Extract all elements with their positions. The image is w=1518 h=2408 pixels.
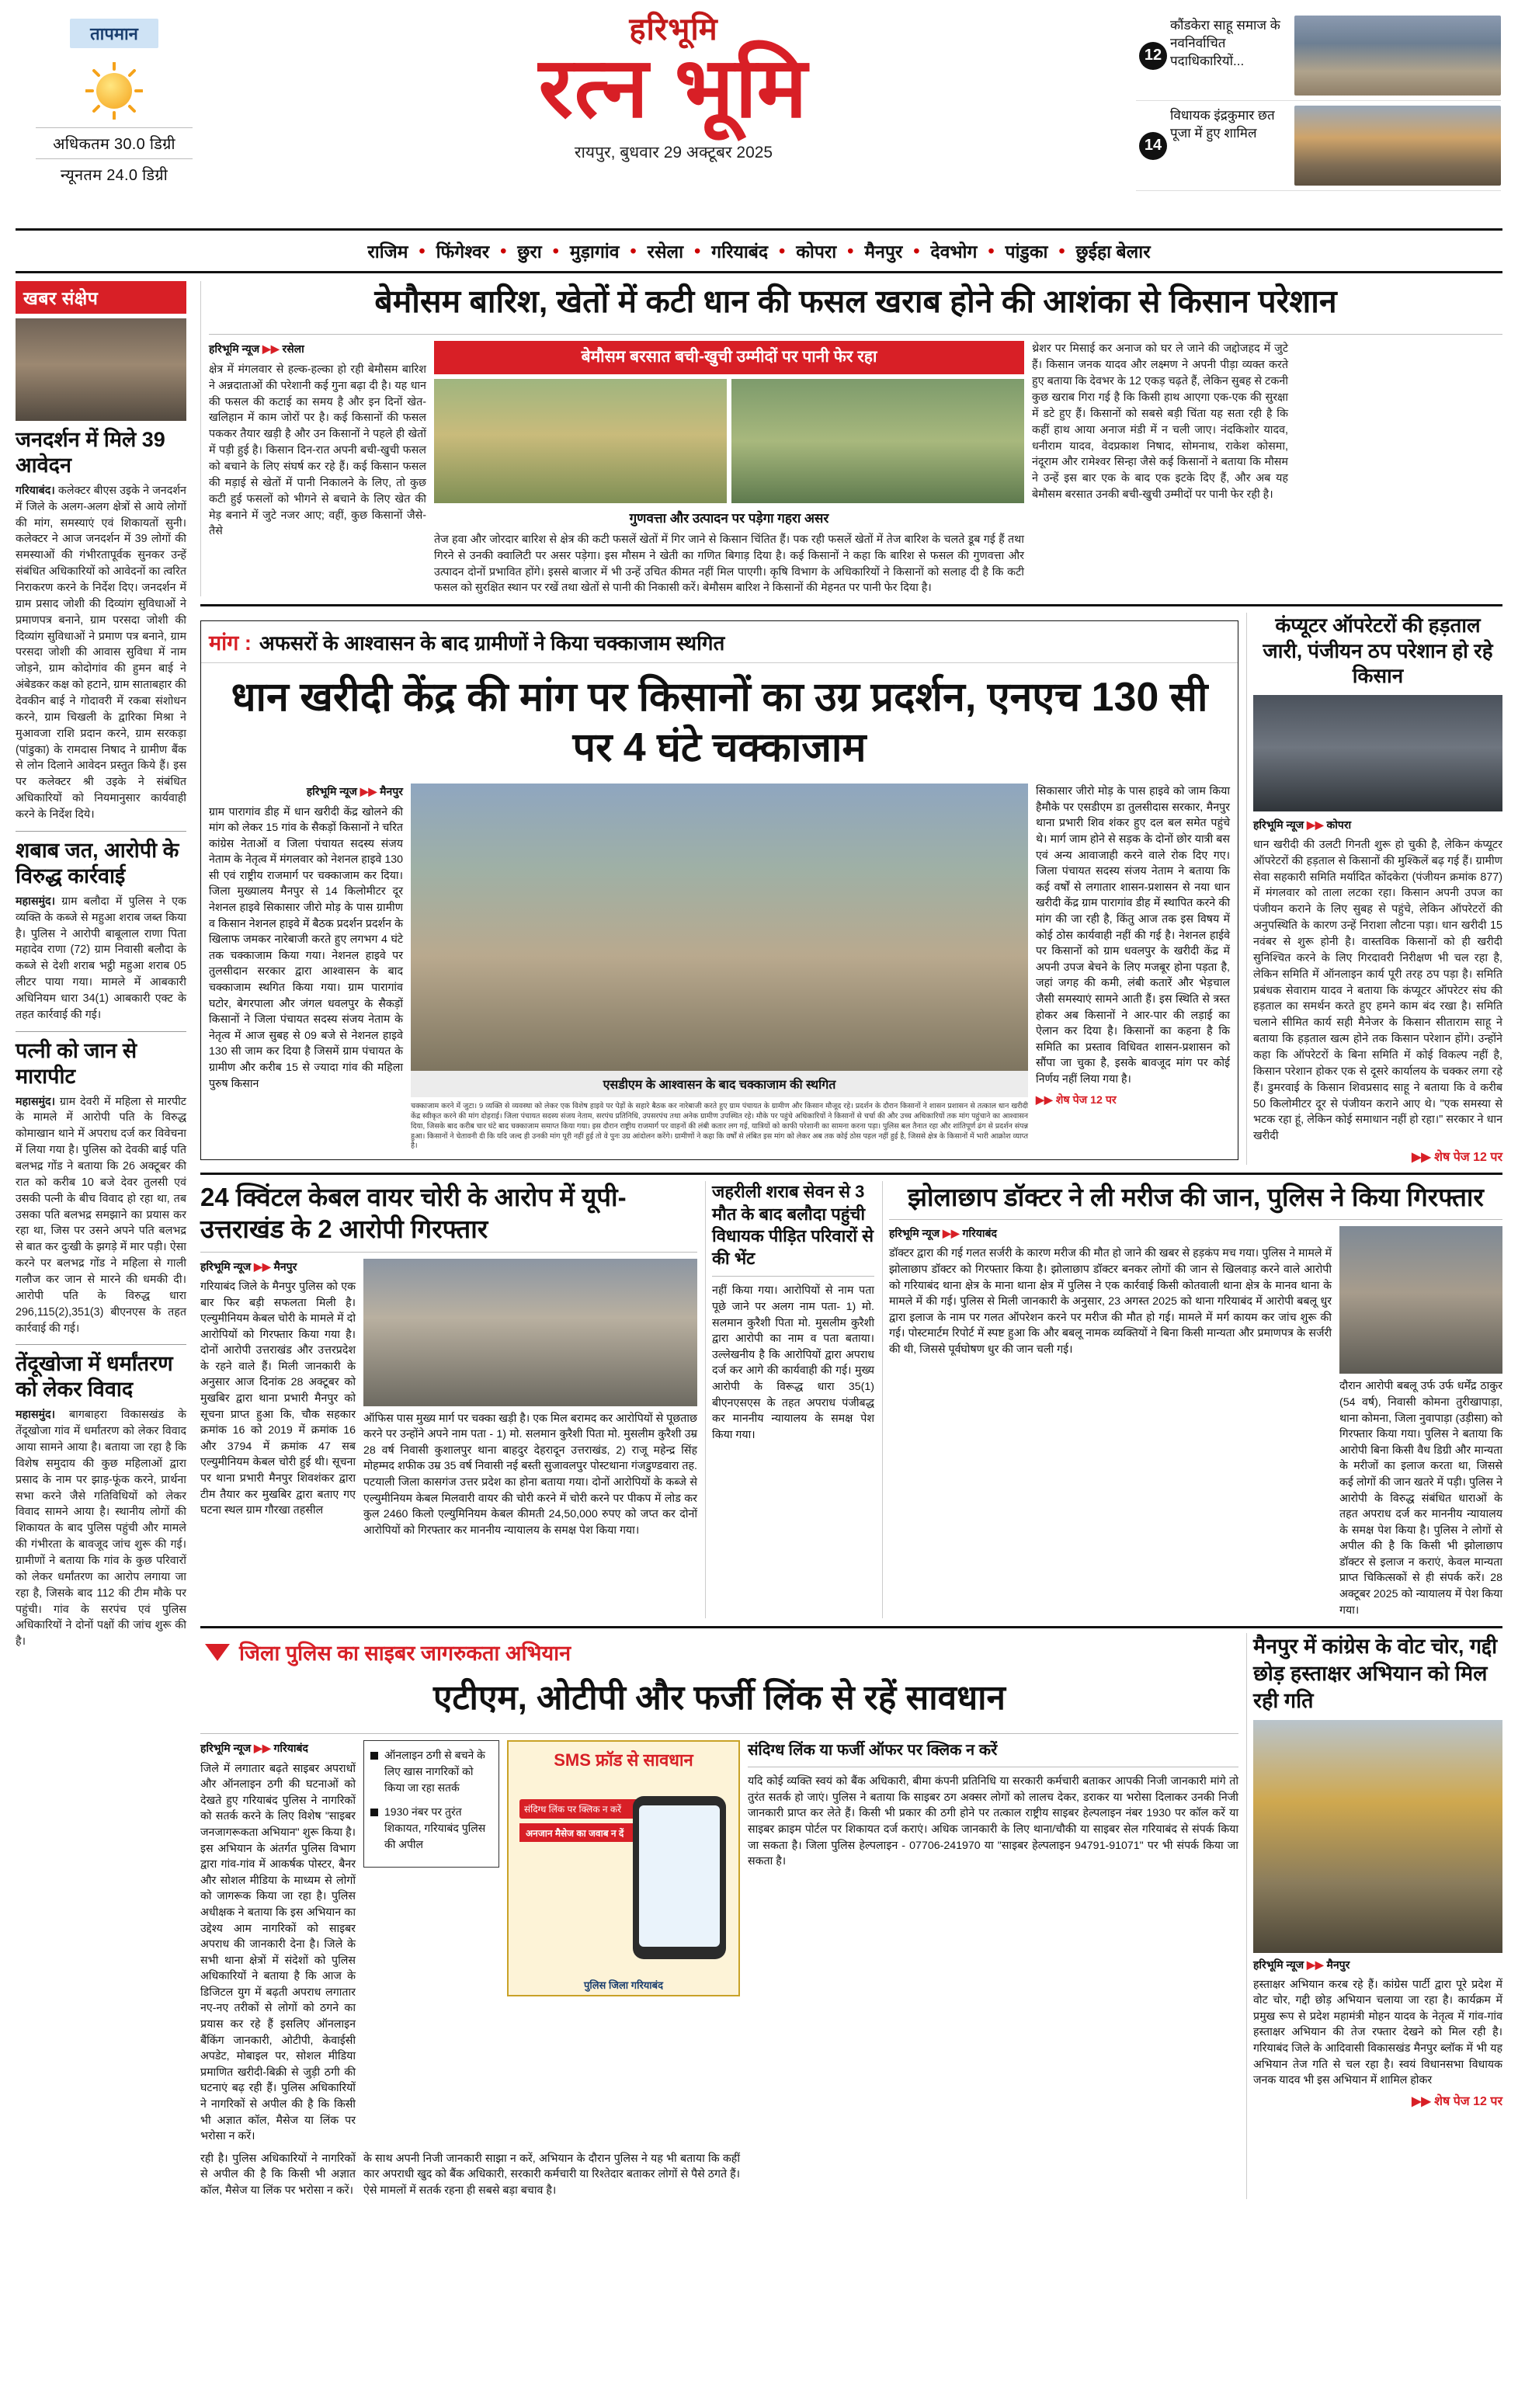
edition-city[interactable]: पांडुका	[1005, 241, 1048, 262]
byline: हरिभूमि न्यूज ▶▶ कोपरा	[1253, 818, 1352, 831]
cyber-text-1b: रही है। पुलिस अधिकारियों ने नागरिकों से अपील की है कि किसी भी अज्ञात कॉल, मैसेज या लिंक पर भरोसा न करें।	[200, 2152, 356, 2197]
lead-photos	[434, 379, 1024, 503]
doctor-column-1	[889, 1226, 1332, 1618]
brief-headline: पत्नी को जान से मारापीट	[16, 1038, 137, 1088]
byline: हरिभूमि न्यूज ▶▶ मैनपुर	[200, 1260, 297, 1273]
brief-item	[16, 1038, 186, 1337]
brief-dateline: महासमुंद।	[16, 1409, 56, 1422]
cyber-bullet-text: ऑनलाइन ठगी से बचने के लिए खास नागरिकों को किया जा रहा सतर्क	[384, 1749, 485, 1795]
bullet-icon	[370, 1752, 378, 1760]
doctor-column-2	[1339, 1226, 1502, 1618]
lead-text-3: थ्रेशर पर मिसाई कर अनाज को घर ले जाने की जद्दोजहद में जुटे हैं। किसान जनक यादव और लक्ष्मण ने अपनी पीड़ा व्यक्त करते हुए बताया कि देवभर के 12 एकड़ चढ़ते हैं, लेकिन सुबह से टकनी कुछ खराब गिरा गई है कि किसी हाथ आएगा एक-एक की सुरक्षा में डटे हुए हैं। किसानों को सबसे बड़ी चिंता यह सता रही है कि कहीं हाथ आया अनाज मंडी में न चली जाए। नंदकिशोर यादव, धनीराम यादव, वेदप्रकाश निषाद, सोमनाथ, राकेश कोसमा, नंदूराम और रामेश्वर सिन्हा जैसे कई किसानों ने बताया कि मौसम ने उन्हें इस बार एक के बाद एक इटके दिए हैं, और अब यह बेमौसम बरसात उनकी बची-खुची उम्मीदों पर पानी फेर रही है।	[1032, 342, 1288, 502]
brief-dateline: महासमुंद।	[16, 1095, 56, 1108]
promo-item[interactable]	[1136, 101, 1501, 191]
sms-alert-text: संदिग्ध लिंक पर क्लिक न करें	[519, 1799, 683, 1819]
continue-link[interactable]: ▶▶ शेष पेज 12 पर	[1412, 2094, 1502, 2108]
right-rail	[1246, 613, 1502, 1165]
poison-text: नहीं किया गया। आरोपियों से नाम पता पूछे जाने पर अलग नाम पता- 1) मो. सलमान कुरैशी पिता मो. मुसलीम कुरैशी द्वारा आरोपी का नाम व पता बताया। उल्लेखनीय है कि आरोपियों द्वारा अपराध दर्ज कर आगे की कार्यवाही की गई। मुख्य आरोपी के विरूद्ध धारा 35(1) बीएनएसएस के तहत अपराध पंजीबद्ध कर माननीय न्यायालय के समक्ष पेश किया गया।	[712, 1284, 874, 1441]
byline: हरिभूमि न्यूज ▶▶ मैनपुर	[1253, 1958, 1350, 1971]
edition-city[interactable]: छुईहा बेलार	[1075, 241, 1151, 262]
doctor-story	[882, 1181, 1502, 1618]
brief-text: ग्राम देवरी में महिला से मारपीट के मामले में आरोपी पति के विरुद्ध कोमाखान थाने में अपराध दर्ज कर विवेचना में लिया गया है। पुलिस को देवकी बाई पति बलभद्र गोंड ने बताया कि 26 अक्टूबर की रात को करीब 10 बजे देवर तुलसी एवं उसकी पत्नी के बीच विवाद हो रहा था, तब उसका पति बलभद्र समझाने का प्रयास कर रहा था, जिस पर उसने अपने पति बलभद्र से बात कर दुःखी के झगड़े में मार पड़ी। ऐसा करने पर बलभद्र गोंड ने महिला से गाली गलौज कर जान से मारने की धमकी दी। आरोपी पति के विरुद्ध धारा 296,115(2),351(3) बीएनएस के तहत कार्रवाई की गई।	[16, 1095, 186, 1335]
promo-text: कौंडकेरा साहू समाज के नवनिर्वाचित पदाधिकारियों...	[1170, 18, 1280, 68]
cyber-text-1: जिले में लगातार बढ़ते साइबर अपराधों और ऑनलाइन ठगी की घटनाओं को देखते हुए गरियाबंद पुलिस ने नागरिकों को सतर्क करने के लिए विशेष "साइबर जनजागरूकता अभियान" शुरू किया है। इस अभियान के अंतर्गत पुलिस विभाग द्वारा गांव-गांव में आकर्षक पोस्टर, बैनर और सोशल मीडिया के माध्यम से लोगों को जागरूक किया जा रहा है। पुलिस अधीक्षक ने बताया कि इस अभियान का उद्देश्य आम नागरिकों को साइबर अपराध की जानकारी देना है। जिले के सभी थाना क्षेत्रों में संदेशों को पुलिस अधिकारियों ने बताया है कि आज के डिजिटल युग में बढ़ती अपराध लगातार नए-नए तरीकों से लोगों को ठगने का प्रयास कर रहे हैं इसलिए ऑनलाइन बैंकिंग जानकारी, ओटीपी, केवाईसी अपडेट, मोबाइल पर, सोशल मीडिया प्रमाणित खरीदी-बिक्री से जुड़ी ठगी की घटनाएं बढ़ रही हैं। पुलिस अधिकारियों ने नागरिकों से अपील की है कि किसी भी अज्ञात कॉल, मैसेज या लिंक पर भरोसा न करें।	[200, 1762, 356, 2143]
cyber-bullets	[363, 1740, 499, 2145]
byline: हरिभूमि न्यूज ▶▶ रसेला	[209, 342, 304, 356]
cable-column-2	[363, 1259, 697, 1539]
brand-name-top: हरिभूमि	[629, 12, 718, 47]
divider	[16, 1344, 186, 1345]
continue-link[interactable]: ▶▶ शेष पेज 12 पर	[1412, 1151, 1502, 1165]
edition-city[interactable]: फिंगेश्वर	[436, 241, 490, 262]
divider	[200, 604, 1502, 606]
mega-headline: धान खरीदी केंद्र की मांग पर किसानों का उग्र प्रदर्शन, एनएच 130 सी पर 4 घंटे चक्काजाम	[231, 675, 1208, 770]
cyber-bullet	[370, 1747, 492, 1796]
congress-text: हस्ताक्षर अभियान करब रहे हैं। कांग्रेस पार्टी द्वारा पूरे प्रदेश में वोट चोर, गद्दी छोड़ अभियान चलाया जा रहा है। कार्यक्रम में प्रमुख रूप से प्रदेश महामंत्री मोहन यादव के नेतृत्व में गांव-गांव हस्ताक्षर अभियान की तेज रफ्तार देखने को मिल रही है। गरियाबंद जिले के आदिवासी विकासखंड मैनपुर ब्लॉक में भी यह अभियान तेज गति से चल रहा है। स्वयं विधानसभा विधायक जनक यादव भी इस अभियान में शामिल होकर	[1253, 1978, 1502, 2087]
mid-section	[200, 613, 1502, 1165]
cable-theft-story	[200, 1181, 697, 1618]
edition-city[interactable]: मुड़ागांव	[569, 241, 620, 262]
field-photo-2	[731, 379, 1024, 503]
brief-body	[16, 1094, 186, 1337]
edition-strip: राजिम • फिंगेश्वर • छुरा • मुड़ागांव • रसेला • गरियाबंद • कोपरा • मैनपुर • देवभोग • पांडुका • छुईहा बेलार	[16, 231, 1502, 273]
edition-city[interactable]: देवभोग	[930, 241, 978, 262]
mega-story	[200, 613, 1238, 1165]
field-photo-1	[434, 379, 727, 503]
poison-headline: जहरीली शराब सेवन से 3 मौत के बाद बलौदा पहुंची विधायक पीड़ित परिवारों से की भेंट	[712, 1182, 874, 1268]
cyber-title-bar	[200, 1633, 1238, 1668]
divider	[200, 1626, 1502, 1628]
divider	[889, 1219, 1502, 1220]
triangle-marker-icon	[205, 1644, 230, 1661]
doctor-text-1: डॉक्टर द्वारा की गई गलत सर्जरी के कारण मरीज की मौत हो जाने की खबर से हड़कंप मच गया। पुलिस ने मामले में झोलाछाप डॉक्टर को गिरफ्तार किया है। झोलाछाप डॉक्टर बनकर लोगों की जान से खिलवाड़ करने वाले आरोपी को गरियाबंद थाना क्षेत्र के माना थाना क्षेत्र में पुलिस ने एक कार्रवाई किसी कोतवाली थाना क्षेत्र के मानव थाना के मामले में की गई। पुलिस से मिली जानकारी के अनुसार, 23 अगस्त 2025 को थाना गरियाबंद में आरोपी बबलू धुर द्वारा इलाज के नाम पर गलत ऑपरेशन करने पर मरीज की मौत हो गई। मामले में मर्ग कायम कर जांच शुरू की गई। पोस्टमार्टम रिपोर्ट में स्पष्ट हुआ कि और बबलू नामक व्यक्तियों ने बिना किसी मान्यता और प्रमाणपत्र के सर्जरी की थी, जिससे पूर्वघोषण धुर की जान चली गई।	[889, 1247, 1332, 1356]
masthead	[11, 0, 1507, 225]
right-headline: कंप्यूटर ऑपरेटरों की हड़ताल जारी, पंजीयन ठप परेशान हो रहे किसान	[1263, 613, 1493, 688]
brief-body	[16, 1407, 186, 1650]
cyber-bullet-text: 1930 नंबर पर तुरंत शिकायत, गरियाबंद पुलिस की अपील	[384, 1805, 486, 1851]
lead-banner: बेमौसम बरसात बची-खुची उम्मीदों पर पानी फेर रहा	[434, 341, 1024, 374]
content-area	[200, 281, 1502, 2199]
third-row	[200, 1633, 1502, 2198]
brief-item	[16, 1351, 186, 1650]
right-body: धान खरीदी की उलटी गिनती शुरू हो चुकी है, लेकिन कंप्यूटर ऑपरेटरों की हड़ताल से किसानों की मुश्किलें बढ़ गई हैं। ग्रामीण सेवा सहकारी समिति मर्यादित कोंदकेरा (पंजीयन क्रमांक 877) में मंगलवार को ताला लटका रहा। किसान अपनी उपज का पंजीयन कराने के लिए सुबह से पहुंचे, लेकिन ऑपरेटरों की अनुपस्थिति के कारण उन्हें निराशा लौटना पड़ा। धान खरीदी 15 नवंबर से शुरू होनी है। वास्तविक किसानों को ही खरीदी सुनिश्चित करने के लिए गिरदावरी निरीक्षण भी चल रहा है, लेकिन समिति में ऑनलाइन कार्य पूरी तरह ठप पड़ा है। समिति प्रबंधक सेवाराम यादव ने बताया कि कंप्यूटर ऑपरेटर संघ की हड़ताल का समर्थन करते हुए हमने काम बंद रखा है। समिति चलाने सीमित कार्य सही मैनेजर के किसान सीताराम साहू ने बताया कि हड़ताल खत्म होने तक किसान परेशान होंगे। उन्होंने कहा कि ऑपरेटरों के बिना समिति में कोई विकल्प नहीं है, किसान परेशान होकर एक से दूसरे कार्यालय के चक्कर लगा रहे हैं। डुमरवाई के किसान शिवप्रसाद साहू ने बताया कि वे करीब 50 किलोमीटर दूर से पंजीयन कराने आए थे। "एक समस्या से भटक रहा हूं, लेकिन कोई समाधान नहीं हो रहा।" सरकार ने धान खरीदी	[1253, 838, 1502, 1143]
doctor-headline: झोलाछाप डॉक्टर ने ली मरीज की जान, पुलिस ने किया गिरफ्तार	[908, 1183, 1484, 1212]
cyber-column-1	[200, 1740, 356, 2145]
brief-text: बागबाहरा विकासखंड के तेंदूखोजा गांव में धर्मांतरण को लेकर विवाद आया सामने आया है। बताया जा रहा है कि विशेष समुदाय की कुछ महिलाओं द्वारा प्रसाद के नाम पर झाड़-फूंक करने, प्रार्थना सभा करने जैसे गतिविधियों को लेकर विवाद सामने आया है। स्थानीय लोगों की शिकायत के बाद पुलिस पहुंची और मामले की गंभीरता के बावजूद जांच शुरू की गई। ग्रामीणों ने बताया कि गांव के कुछ परिवारों को लेकर धर्मांतरण का आरोप लगाया जा रहा है, जिसके बाद 112 की टीम मौके पर पहुंची। गांव के सरपंच एवं पुलिस अधिकारियों ने दोनों पक्षों की जांच शुरू की है।	[16, 1409, 186, 1649]
brief-headline: शबाब जत, आरोपी के विरुद्ध कार्रवाई	[16, 838, 179, 888]
cyber-warn-title: संदिग्ध लिंक या फर्जी ऑफर पर क्लिक न करें	[748, 1742, 998, 1760]
promo-page-number	[1136, 106, 1170, 186]
brief-text: कलेक्टर बीएस उइके ने जनदर्शन में जिले के अलग-अलग क्षेत्रों से आये लोगों की मांग, समस्याएं एवं शिकायतों सुनी। कलेक्टर ने आज जनदर्शन में 39 लोगों की समस्याओं की गंभीरतापूर्वक सुनकर उन्हें संबंधित अधिकारियों को आवेदनों का त्वरित निराकरण करने के निर्देश दिए। जनदर्शन में ग्राम प्रसाद जोशी की दिव्यांग सुविधाओं ने प्रमाणपत्र बनाने, ग्राम परसदा जोशी की दिव्यांग सुविधाओं ने प्रमाण पत्र बनाने, ग्राम परसदा जोशी की आवास सुविधा में नाम जोड़ने, ग्राम कोदोगांव की हुमन बाई ने अंबेडकर कक्ष को हटाने, ग्राम साताबहार की देवकीन बाई ने गोदावरी में रकबा संशोधन करने, ग्राम चिखली के द्वारिका मिश्रा ने मुआवजा राशि प्रदान करने, ग्राम सरकड़ा (पांडुका) के रामदास निषाद ने ग्रामीण बैंक से लोन दिलाने आवेदन प्रस्तुत किये हैं। इस पर कलेक्टर श्री उइके ने संबंधित अधिकारियों को नियमानुसार कार्यवाही करने के निर्देश दिये।	[16, 484, 186, 822]
lead-story	[200, 281, 1502, 596]
edition-city[interactable]: छुरा	[517, 241, 542, 262]
newspaper-logo	[211, 11, 1136, 163]
edition-city[interactable]: कोपरा	[796, 241, 837, 262]
divider	[209, 334, 1502, 335]
doctor-text-2: दौरान आरोपी बबलू उर्फ उर्फ धर्मेंद्र ठाकुर (54 वर्ष), निवासी कोमना तुरीखापाड़ा, थाना कोमना, जिला नुवापाड़ा (उड़ीसा) को गिरफ्तार किया गया। पुलिस ने बताया कि आरोपी बिना किसी वैध डिग्री और मान्यता के मरीजों का इलाज करता था, जिससे कई लोगों की जान खतरे में पड़ी। पुलिस ने आरोपी के विरुद्ध संबंधित धाराओं के तहत अपराध दर्ज कर माननीय न्यायालय के समक्ष पेश किया है। पुलिस ने लोगों से अपील की है कि किसी भी झोलाछाप डॉक्टर से इलाज न कराएं, केवल मान्यता प्राप्त चिकित्सकों से ही संपर्क करें। 28 अक्टूबर 2025 को न्यायालय में पेश किया गया।	[1339, 1380, 1502, 1617]
photo-caption: गुणवत्ता और उत्पादन पर पड़ेगा गहरा असर	[629, 511, 829, 526]
cable-headline: 24 क्विंटल केबल वायर चोरी के आरोप में यूपी-उत्तराखंड के 2 आरोपी गिरफ्तार	[200, 1183, 627, 1244]
byline: हरिभूमि न्यूज ▶▶ मैनपुर	[306, 785, 403, 798]
divider	[200, 1733, 1238, 1734]
edition-city[interactable]: रसेला	[647, 241, 684, 262]
promo-page-number	[1136, 16, 1170, 96]
brief-item	[16, 427, 186, 823]
edition-city[interactable]: राजिम	[367, 241, 408, 262]
brand-name-main: रत्न भूमि	[538, 40, 809, 134]
protest-photo	[411, 784, 1028, 1071]
cable-text-2: ऑफिस पास मुख्य मार्ग पर चक्का खड़ी है। एक मिल बरामद कर आरोपियों से पूछताछ करने पर उन्होंने अपने नाम पता - 1) मो. सलमान कुरैशी पिता मो. मुसलीम कुरैशी उम्र 28 वर्ष निवासी कुशालपुर थाना बाहदुर देहरादून उत्तराखंड, 2) राजू महेन्द्र सिंह मोहम्मद शफीक उम्र 35 वर्ष निवासी नई बस्ती सुजावलपुर पोस्टथाना गंजडुण्डवारा तह. पटयाली जिला कासगंज उत्तर प्रदेश का होना बताया गया। दोनों आरोपियों के कब्जे से एल्युमीनियम केबल मिलवारी वायर की चोरी करने में चोरी करने पर पीकप में लोड कर कुल 2460 किलो एल्युमिनियम केबल कीमती 24,50,000 रुपए को जप्त कर दोनों आरोपियों को गिरफ्तार कर माननीय न्यायालय के समक्ष पेश किया गया।	[363, 1412, 697, 1537]
cyber-text-4: के साथ अपनी निजी जानकारी साझा न करें, अभियान के दौरान पुलिस ने यह भी बताया कि कहीं कार अपराधी खुद को बैंक अधिकारी, सरकारी कर्मचारी या रिश्तेदार बताकर लोगों से पैसे ठगते हैं। ऐसे मामलों में सतर्क रहना ही सबसे बड़ा बचाव है।	[363, 2152, 740, 2197]
computer-lab-photo	[1253, 695, 1502, 811]
mega-column-3	[1036, 784, 1230, 1152]
lead-column-1	[209, 341, 426, 596]
edition-city[interactable]: मैनपुर	[864, 241, 903, 262]
promo-photo-2	[1294, 106, 1501, 186]
cyber-bullet	[370, 1804, 492, 1853]
doctor-arrest-photo	[1339, 1226, 1502, 1374]
lead-text-1: क्षेत्र में मंगलवार से हल्क-हल्का हो रही बेमौसम बारिश ने अन्नदाताओं की परेशानी कई गुना बढ़ा दी है। यह धान की फसल की कटाई का समय है और इन दिनों खेत-खलिहान में काम जोरों पर है। कई किसानों की फसल पककर तैयार खड़ी है और उन किसानों ने पहले ही खेतों में पड़ी हुई है। किसान दिन-रात अपनी बची-खुची फसल को बचाने के लिए संघर्ष कर रहे हैं। कई किसान फसल की मड़ाई से खेतों में पानी निकालने के लिए, तो कुछ कटी हुई फसलों को भीगने से बचाने के लिए खेत की मेड़ बनाने में जुटे नजर आए; वहीं, कुछ किसानों जैसे-तैसे	[209, 363, 426, 538]
mega-text-2: सिकासार जीरो मोड़ के पास हाइवे को जाम किया हैमौके पर एसडीएम डा तुलसीदास सरकार, मैनपुर थाना प्रभारी शिव शंकर हुए दल बल समेत पहुंचे थे। मार्ग जाम होने से सड़क के दोनों छोर यात्री बस एवं अन्य आवाजाही करने वाले रोक दिए गए। जिला पंचायत सदस्य संजय नेताम ने बताया कि कई वर्षों से लगातार शासन-प्रशासन से नया धान खरीदी केंद्र ग्राम पारागांव डीह में स्थापित करने की मांग की जा रही है, किंतु आज तक इस विषय में कोई ठोस कार्यवाही नहीं की गई है। नेशनल हाईवे पर किसानों को ग्राम धवलपुर के खरीदी केंद्र में अपनी उपज बेचने के लिए मजबूर होना पड़ता है, जहां जगह की कमी, लंबी कतारें और भेड़चाल जैसी समस्याएं सामने आती हैं। इस स्थिति से त्रस्त होकर अब किसानों ने आर-पार की लड़ाई का ऐलान कर दिया है। किसानों का कहना है कि समिति का प्रस्ताव विधिवत शासन-प्रशासन को सौंपा जा चुका है, इसके बावजूद मांग पर कोई निर्णय नहीं लिया गया है।	[1036, 785, 1230, 1086]
byline: हरिभूमि न्यूज ▶▶ गरियाबंद	[200, 1742, 308, 1755]
divider	[200, 1173, 1502, 1175]
cyber-text-3: यदि कोई व्यक्ति स्वयं को बैंक अधिकारी, बीमा कंपनी प्रतिनिधि या सरकारी कर्मचारी बताकर आपकी निजी जानकारी मांगे तो तुरंत सतर्क हो जाएं। पुलिस ने बताया कि साइबर ठग अक्सर लोगों को लालच देकर, डराकर या भरोसा दिलाकर उनकी निजी जानकारी प्राप्त कर लेते हैं। किसी भी प्रकार की ठगी होने पर तत्काल राष्ट्रीय साइबर हेल्पलाइन नंबर 1930 पर कॉल करें या साइबर क्राइम पोर्टल पर शिकायत दर्ज कराएं। अधिक जानकारी के लिए थाना/चौकी या साइबर सेल गरियाबंद से संपर्क किया जा सकता है। जिला पुलिस हेल्पलाइन - 07706-241970 या "साइबर हेल्पलाइन 94791-91071" पर भी संपर्क किया जा सकता है।	[748, 1775, 1238, 1868]
phone-illustration-icon	[633, 1796, 726, 1959]
brief-dateline: गरियाबंद।	[16, 484, 55, 497]
cyber-section-title: जिला पुलिस का साइबर जागरुकता अभियान	[239, 1642, 571, 1666]
left-rail	[16, 281, 193, 2199]
lead-headline: बेमौसम बारिश, खेतों में कटी धान की फसल खराब होने की आशंका से किसान परेशान	[374, 283, 1337, 319]
sun-icon	[85, 62, 143, 120]
photo-caption: एसडीएम के आश्वासन के बाद चक्काजाम की स्थगित	[411, 1071, 1028, 1097]
weather-widget	[17, 11, 211, 188]
mega-photo-block	[411, 784, 1028, 1152]
lead-text-2: तेज हवा और जोरदार बारिश से क्षेत्र की कटी फसलें खेतों में गिर जाने से किसान चिंतित हैं। पक रही फसलें खेतों में तेज बारिश के चलते डूब गई हैं तथा गिरने से उनकी क्वालिटी पर असर पड़ेगा। इस मौसम ने खेती का गणित बिगाड़ दिया है। कई किसानों ने कहा कि बारिश से फसल की गुणवत्ता और उत्पादन दोनों प्रभावित होंगे। इससे बाजार में भी उन्हें उचित कीमत नहीं मिल पाएगी। कृषि विभाग के अधिकारियों ने किसानों को सलाह दी है कि कटी फसल को सुरक्षित स्थान पर रखें तथा खेतों से पानी की निकासी करें। बेमौसम बारिश ने किसानों की मेहनत पर पानी फेर दिया है।	[434, 533, 1024, 595]
weather-max: अधिकतम 30.0 डिग्री	[53, 136, 175, 153]
page-number-badge: 12	[1139, 42, 1167, 70]
continue-link[interactable]: ▶▶ शेष पेज 12 पर	[1036, 1093, 1117, 1107]
divider	[16, 831, 186, 832]
section-header-brief: खबर संक्षेप	[16, 281, 186, 314]
second-row	[200, 1181, 1502, 1618]
divider	[712, 1276, 874, 1277]
mega-text-1: ग्राम पारागांव डीह में धान खरीदी केंद्र खोलने की मांग को लेकर 15 गांव के सैकड़ों किसानों ने चरित कांग्रेस नेताओं व जिला पंचायत सदस्य संजय नेताम के नेतृत्व में मंगलवार को नेशनल हाइवे 130 सी एवं राष्ट्रीय राजमार्ग पर चक्काजाम कर दिया। जिला मुख्यालय मैनपुर से 14 किलोमीटर दूर नेशनल हाइवे सिकासार जीरो मोड़ के पास ग्रामीण व किसान नेशनल हाइवे में बैठक प्रदर्शन प्रदर्शन के खिलाफ जमकर नारेबाजी करते हुए लगभग 4 घंटे तक चक्काजाम किया गया। नेशनल हाइवे पर तुलसीदान सरकार द्वारा आश्वासन के बाद चक्काजाम स्थगित किया गया। ग्राम पारागांव घटोर, बेगरपाला और जंगल धवलपुर के सैकड़ों किसानों ने जिला पंचायत सदस्य संजय नेताम के नेतृत्व में आज सुबह से 09 बजे से नेशनल हाइवे 130 सी जाम कर दिया है जिसमें ग्राम पंचायत के ग्रामीण और करीब 15 से ज्यादा गांव की महिला पुरुष किसान	[209, 805, 403, 1090]
promo-text: विधायक इंद्रकुमार छत पूजा में हुए शामिल	[1170, 108, 1275, 141]
cyber-campaign-block	[200, 1633, 1238, 2198]
brief-item	[16, 838, 186, 1023]
byline: हरिभूमि न्यूज ▶▶ गरियाबंद	[889, 1227, 997, 1240]
sms-arrow-text: अनजान मैसेज का जवाब न दें	[519, 1823, 683, 1842]
promo-photo-1	[1294, 16, 1501, 96]
bullet-icon	[370, 1809, 378, 1816]
cyber-column-3	[748, 1740, 1238, 2145]
cyber-headline: एटीएम, ओटीपी और फर्जी लिंक से रहें सावधान	[433, 1679, 1006, 1718]
edition-city[interactable]: गरियाबंद	[711, 241, 769, 262]
promo-column	[1136, 11, 1501, 191]
divider	[16, 1031, 186, 1032]
brief-dateline: महासमुंद।	[16, 895, 56, 908]
accused-police-photo	[363, 1259, 697, 1406]
lead-column-3	[1032, 341, 1288, 596]
mega-column-1	[209, 784, 403, 1152]
sms-fraud-card	[507, 1740, 740, 2145]
congress-block	[1246, 1633, 1502, 2198]
cyber-bottom-row	[200, 2151, 1238, 2199]
brief-body	[16, 894, 186, 1023]
weather-label: तापमान	[70, 19, 158, 48]
poison-liquor-story	[705, 1181, 874, 1618]
brief-body	[16, 483, 186, 823]
news-photo-office	[16, 318, 186, 421]
cable-text-1: गरियाबंद जिले के मैनपुर पुलिस को एक बार फिर बड़ी सफलता मिली है। एल्युमीनियम केबल चोरी के मामले में दो आरोपियों को गिरफ्तार किया गया है। दोनों आरोपी उत्तराखंड और उत्तरप्रदेश के रहने वाले हैं। मिली जानकारी के अनुसार आज दिनांक 28 अक्टूबर को मुखबिर द्वारा थाना प्रभारी मैनपुर को सूचना प्राप्त हुआ कि, चौक सहकार क्रमांक 16 को 2019 में क्रमांक 16 और 3794 में क्रमांक 47 सब एल्युमीनियम केबल चोरी हुई थी। सूचना पर थाना प्रभारी मैनपुर शिवशंकर द्वारा टीम तैयार कर मुखबिर द्वारा बताए गए घटना स्थल ग्राम गौरखा तहसील	[200, 1280, 356, 1517]
cable-column-1	[200, 1259, 356, 1539]
congress-rally-photo	[1253, 1720, 1502, 1953]
sms-card-title: SMS फ्रॉड से सावधान	[554, 1750, 693, 1770]
brief-headline: जनदर्शन में मिले 39 आवेदन	[16, 428, 165, 477]
dateline: रायपुर, बुधवार 29 अक्टूबर 2025	[574, 144, 773, 162]
sms-card-footer: पुलिस जिला गरियाबंद	[583, 1979, 663, 1992]
demand-text: अफसरों के आश्वासन के बाद ग्रामीणों ने किया चक्काजाम स्थगित	[259, 631, 725, 655]
page-number-badge: 14	[1139, 132, 1167, 160]
main-grid	[11, 273, 1507, 2199]
brief-text: ग्राम बलौदा में पुलिस ने एक व्यक्ति के कब्जे से महुआ शराब जब्त किया है। पुलिस ने आरोपी बाबूलाल राणा पिता महादेव राणा (72) ग्राम निवासी बलौदा के कब्जे से देशी शराब भट्ठी महुआ शराब 05 लीटर पाया गया। मामले में आबकारी अधिनियम धारा 34(1) आबकारी एक्ट के तहत कार्रवाई की गई।	[16, 895, 186, 1021]
demand-bar	[201, 621, 1238, 663]
lead-column-2	[434, 341, 1024, 596]
fine-print: चक्काजाम करने में जुटा। 9 व्यक्ति से व्यवस्था को लेकर एक विशेष हाइवे पर पेड़ों के सहारे बैठक कर नारेबाजी करते हुए ग्राम पंचायत के ग्रामीण और किसान मौजूद रहे। प्रदर्शन के दौरान किसानों ने शासन प्रशासन से तत्काल धान खरीदी केंद्र स्वीकृत करने की मांग दोहराई। जिला पंचायत सदस्य संजय नेताम, सरपंच प्रतिनिधि, उपसरपंच तथा अनेक ग्रामीण उपस्थित रहे। मौके पर पहुंचे अधिकारियों ने किसानों से चर्चा की और उच्च अधिकारियों तक मांग पहुंचाने का आश्वासन दिया, जिसके बाद करीब चार घंटे बाद चक्काजाम समाप्त किया गया। इस दौरान राष्ट्रीय राजमार्ग पर वाहनों की लंबी कतार लग गई, यात्रियों को काफी परेशानी का सामना करना पड़ा। पुलिस बल तैनात रहा और शांतिपूर्ण ढंग से प्रदर्शन संपन्न हुआ। किसानों ने चेतावनी दी कि यदि जल्द ही उनकी मांग पूरी नहीं हुई तो वे पुनः उग्र आंदोलन करेंगे। ग्रामीणों ने कहा कि वर्षों से लंबित इस मांग को लेकर अब तक कोई ठोस पहल नहीं हुई है, जिससे क्षेत्र के किसानों में भारी आक्रोश व्याप्त है।	[411, 1102, 1028, 1151]
demand-label: मांग :	[209, 631, 252, 655]
weather-min: न्यूनतम 24.0 डिग्री	[60, 167, 168, 184]
congress-headline: मैनपुर में कांग्रेस के वोट चोर, गद्दी छोड़ हस्ताक्षर अभियान को मिल रही गति	[1253, 1635, 1498, 1713]
divider	[200, 1252, 697, 1253]
promo-item[interactable]	[1136, 11, 1501, 101]
brief-headline: तेंदूखोजा में धर्मांतरण को लेकर विवाद	[16, 1352, 173, 1402]
